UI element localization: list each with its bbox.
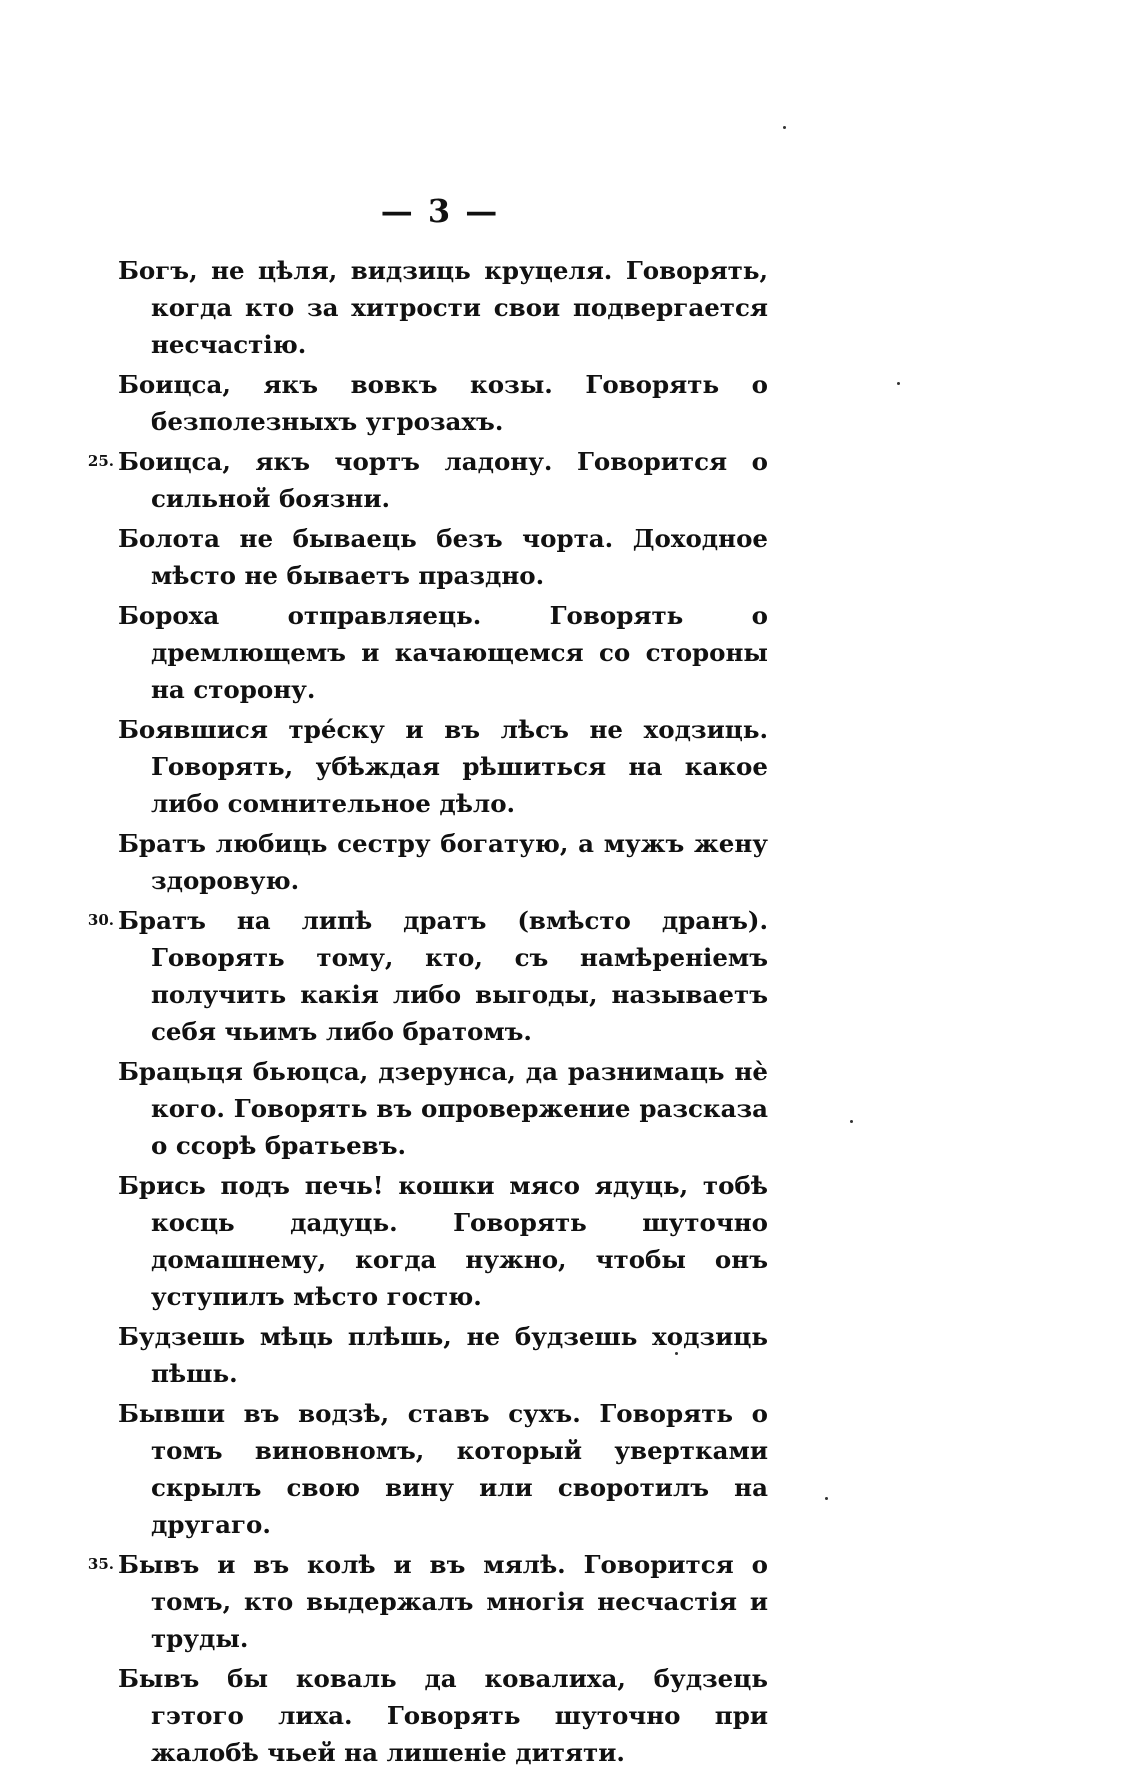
proverb-entry <box>118 1318 768 1392</box>
proverb-text: Богъ, не цѣля, видзиць круцеля. <box>118 256 613 285</box>
proverb-text: Будзешь мѣць плѣшь, не будзешь ходзиць пѣшь. <box>118 1322 768 1388</box>
entry-number: 30. <box>87 911 114 929</box>
scan-speck <box>850 1120 853 1123</box>
proverb-explanation: Говорять шуточно при жалобѣ чьей на лишеніе дитяти. <box>151 1701 769 1767</box>
scan-speck <box>675 1352 678 1355</box>
proverb-list <box>87 252 769 1774</box>
proverb-text: Братъ на липѣ дратъ (вмѣсто дранъ). <box>118 906 768 935</box>
proverb-explanation: Говорять о дремлющемъ и качающемся со стороны на сторону. <box>151 601 768 704</box>
proverb-text: Брацьця бьюцса, дзерунса, да разнимаць нѐ кого. <box>118 1057 768 1123</box>
proverb-explanation: Говорять о томъ виновномъ, который увертками скрылъ свою вину или своротилъ на другаго. <box>151 1399 768 1539</box>
proverb-entry <box>118 597 768 708</box>
proverb-explanation: Доходное мѣсто не бываетъ праздно. <box>151 524 768 590</box>
proverb-entry <box>118 825 768 899</box>
proverb-explanation: Говорять, когда кто за хитрости свои подвергается несчастію. <box>151 256 769 359</box>
proverb-text: Брись подъ печь! кошки мясо ядуць, тобѣ косць дадуць. <box>118 1171 768 1237</box>
proverb-text: Бывъ бы коваль да ковалиха, будзець гэтого лиха. <box>118 1664 768 1730</box>
proverb-explanation: Говорять, убѣждая рѣшиться на какое либо сомнительное дѣло. <box>151 752 768 818</box>
entry-number: 35. <box>87 1555 114 1573</box>
proverb-entry <box>118 366 768 440</box>
proverb-entry <box>118 252 768 363</box>
proverb-entry <box>118 1167 768 1315</box>
entry-number: 25. <box>87 452 114 470</box>
proverb-explanation: Говорять о безполезныхъ угрозахъ. <box>151 370 768 436</box>
proverb-explanation: Говорять тому, кто, съ намѣреніемъ получить какія либо выгоды, называетъ себя чьимъ либо братомъ. <box>151 943 768 1046</box>
scan-speck <box>783 126 786 129</box>
proverb-entry <box>87 443 768 517</box>
proverb-entry <box>118 1660 768 1771</box>
proverb-entry <box>118 1053 768 1164</box>
scan-speck <box>897 382 900 385</box>
proverb-entry <box>87 1546 768 1657</box>
proverb-text: Бороха отправляець. <box>118 601 482 630</box>
proverb-entry <box>87 902 768 1050</box>
scan-speck <box>825 1497 828 1500</box>
proverb-text: Боявшися трéску и въ лѣсъ не ходзиць. <box>118 715 768 744</box>
proverb-explanation: Говорять въ опровержение разсказа о ссорѣ братьевъ. <box>151 1094 769 1160</box>
proverb-text: Братъ любиць сестру богатую, а мужъ жену здоровую. <box>118 829 768 895</box>
proverb-explanation: Говорится о томъ, кто выдержалъ многія несчастія и труды. <box>151 1550 768 1653</box>
proverb-text: Болота не бываець безъ чорта. <box>118 524 614 553</box>
proverb-entry <box>118 711 768 822</box>
proverb-text: Боицса, якъ чортъ ладону. <box>118 447 553 476</box>
proverb-explanation: Говорять шуточно домашнему, когда нужно, чтобы онъ уступилъ мѣсто гостю. <box>151 1208 769 1311</box>
proverb-entry <box>118 1395 768 1543</box>
proverb-text: Бывши въ водзѣ, ставъ сухъ. <box>118 1399 581 1428</box>
page-number: — 3 — <box>380 192 500 230</box>
proverb-entry <box>118 520 768 594</box>
proverb-explanation: Говорится о сильной боязни. <box>151 447 768 513</box>
proverb-text: Боицса, якъ вовкъ козы. <box>118 370 553 399</box>
proverb-text: Бывъ и въ колѣ и въ мялѣ. <box>118 1550 566 1579</box>
